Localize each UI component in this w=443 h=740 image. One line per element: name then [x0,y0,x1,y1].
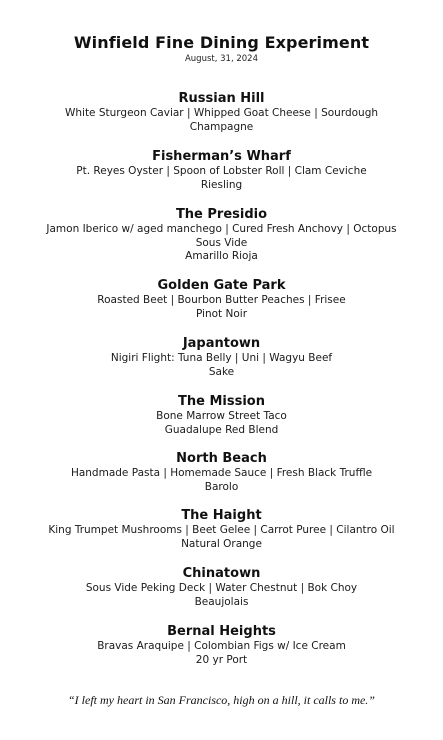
closing-quote: “I left my heart in San Francisco, high on a hill, it calls to me.” [68,693,375,707]
course-name: Bernal Heights [167,624,276,639]
course-name: The Mission [178,394,265,409]
course-chinatown [0,565,443,609]
course-the-haight [0,507,443,551]
course-wine: Beaujolais [194,595,249,608]
course-the-presidio [0,206,443,264]
course-wine: Riesling [200,178,243,191]
course-bernal-heights [0,623,443,667]
menu-date: August, 31, 2024 [184,54,258,64]
course-japantown [0,335,443,379]
course-the-mission [0,393,443,437]
course-name: North Beach [176,451,267,466]
course-wine: Guadalupe Red Blend [164,423,279,436]
course-dishes: Bone Marrow Street Taco [156,410,287,422]
course-dishes-continued: Sous Vide [195,236,248,249]
course-dishes: Roasted Beet | Bourbon Butter Peaches | Frisee [97,294,346,306]
course-wine: Barolo [204,480,239,493]
course-name: Russian Hill [178,91,265,106]
course-wine: Amarillo Rioja [185,250,258,262]
course-name: Golden Gate Park [157,278,286,293]
course-name: The Haight [181,508,262,523]
menu-title: Winfield Fine Dining Experiment [73,33,370,52]
course-name: Fisherman’s Wharf [152,149,291,164]
course-wine: 20 yr Port [195,653,248,666]
course-name: Japantown [182,336,261,351]
course-dishes: White Sturgeon Caviar | Whipped Goat Cheese | Sourdough [64,107,379,119]
course-golden-gate-park [0,277,443,321]
course-dishes: Jamon Iberico w/ aged manchego | Cured Fresh Anchovy | Octopus [46,223,397,235]
course-russian-hill [0,90,443,134]
course-north-beach [0,450,443,494]
course-dishes: King Trumpet Mushrooms | Beet Gelee | Carrot Puree | Cilantro Oil [48,524,395,536]
course-fishermans-wharf [0,148,443,192]
course-wine: Natural Orange [181,537,262,550]
course-wine: Champagne [189,120,254,133]
course-wine: Sake [208,365,235,378]
course-dishes: Sous Vide Peking Deck | Water Chestnut | Bok Choy [85,582,358,594]
course-dishes: Nigiri Flight: Tuna Belly | Uni | Wagyu Beef [110,352,333,364]
course-dishes: Bravas Araquipe | Colombian Figs w/ Ice Cream [97,640,346,652]
course-dishes: Pt. Reyes Oyster | Spoon of Lobster Roll | Clam Ceviche [76,165,367,177]
course-wine: Pinot Noir [195,307,248,320]
course-name: Chinatown [182,566,261,581]
course-dishes: Handmade Pasta | Homemade Sauce | Fresh Black Truffle [70,467,373,479]
course-name: The Presidio [175,207,268,222]
